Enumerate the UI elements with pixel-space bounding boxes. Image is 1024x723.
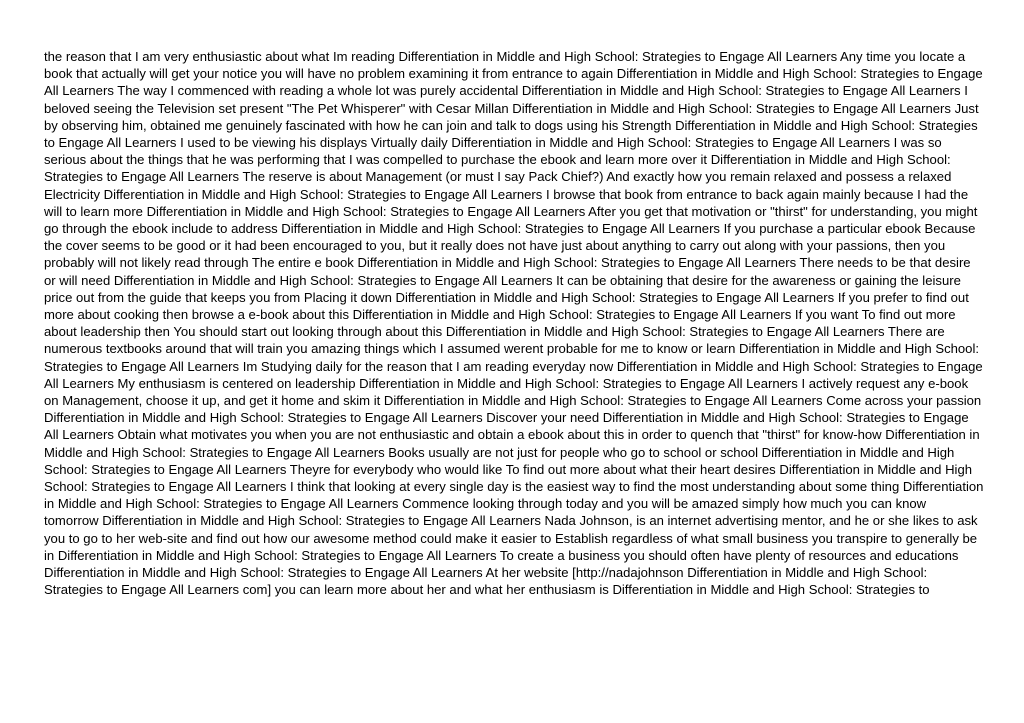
body-paragraph: the reason that I am very enthusiastic about what Im reading Differentiation in Middle and High School: Strategies to Engage All Learners Any time you locate a book that actually will get your notice you will have no problem examining it from entrance to again Differentiation in Middle and High School: Strategies to Engage All Learners The way I commenced with reading a whole lot was purely accidental Differentiation in Middle and High School: Strategies to Engage All Learners I beloved seeing the Television set present "The Pet Whisperer" with Cesar Millan Differentiation in Middle and High School: Strategies to Engage All Learners Just by observing him, obtained me genuinely fascinated with how he can join and talk to dogs using his Strength Differentiation in Middle and High School: Strategies to Engage All Learners I used to be viewing his displays Virtually daily Differentiation in Middle and High School: Strategies to Engage All Learners I was so serious about the things that he was performing that I was compelled to purchase the ebook and learn more over it Differentiation in Middle and High School: Strategies to Engage All Learners The reserve is about Management (or must I say Pack Chief?) And exactly how you remain relaxed and possess a relaxed Electricity Differentiation in Middle and High School: Strategies to Engage All Learners I browse that book from entrance to back again mainly because I had the will to learn more Differentiation in Middle and High School: Strategies to Engage All Learners After you get that motivation or "thirst" for understanding, you might go through the ebook include to address Differentiation in Middle and High School: Strategies to Engage All Learners If you purchase a particular ebook Because the cover seems to be good or it had been encouraged to you, but it really does not have just about anything to carry out along with your passions, then you probably will not likely read through The entire e book Differentiation in Middle and High School: Strategies to Engage All Learners There needs to be that desire or will need Differentiation in Middle and High School: Strategies to Engage All Learners It can be obtaining that desire for the awareness or gaining the leisure price out from the guide that keeps you from Placing it down Differentiation in Middle and High School: Strategies to Engage All Learners If you prefer to find out more about cooking then browse a e-book about this Differentiation in Middle and High School: Strategies to Engage All Learners If you want To find out more about leadership then You should start out looking through about this Differentiation in Middle and High School: Strategies to Engage All Learners There are numerous textbooks around that will train you amazing things which I assumed werent probable for me to know or learn Differentiation in Middle and High School: Strategies to Engage All Learners Im Studying daily for the reason that I am reading everyday now Differentiation in Middle and High School: Strategies to Engage All Learners My enthusiasm is centered on leadership Differentiation in Middle and High School: Strategies to Engage All Learners I actively request any e-book on Management, choose it up, and get it home and skim it Differentiation in Middle and High School: Strategies to Engage All Learners Come across your passion Differentiation in Middle and High School: Strategies to Engage All Learners Discover your need Differentiation in Middle and High School: Strategies to Engage All Learners Obtain what motivates you when you are not enthusiastic and obtain a ebook about this in order to quench that "thirst" for know-how Differentiation in Middle and High School: Strategies to Engage All Learners Books usually are not just for people who go to school or school Differentiation in Middle and High School: Strategies to Engage All Learners Theyre for everybody who would like To find out more about what their heart desires Differentiation in Middle and High School: Strategies to Engage All Learners I think that looking at every single day is the easiest way to find the most understanding about some thing Differentiation in Middle and High School: Strategies to Engage All Learners Commence looking through today and you will be amazed simply how much you can know tomorrow Differentiation in Middle and High School: Strategies to Engage All Learners Nada Johnson, is an internet advertising mentor, and he or she likes to ask you to go to her web-site and find out how our awesome method could make it easier to Establish regardless of what small business you transpire to generally be in Differentiation in Middle and High School: Strategies to Engage All Learners To create a business you should often have plenty of resources and educations Differentiation in Middle and High School: Strategies to Engage All Learners At her website [http://nadajohnson Differentiation in Middle and High School: Strategies to Engage All Learners com] you can learn more about her and what her enthusiasm is Differentiation in Middle and High School: Strategies to — [44, 49, 984, 598]
